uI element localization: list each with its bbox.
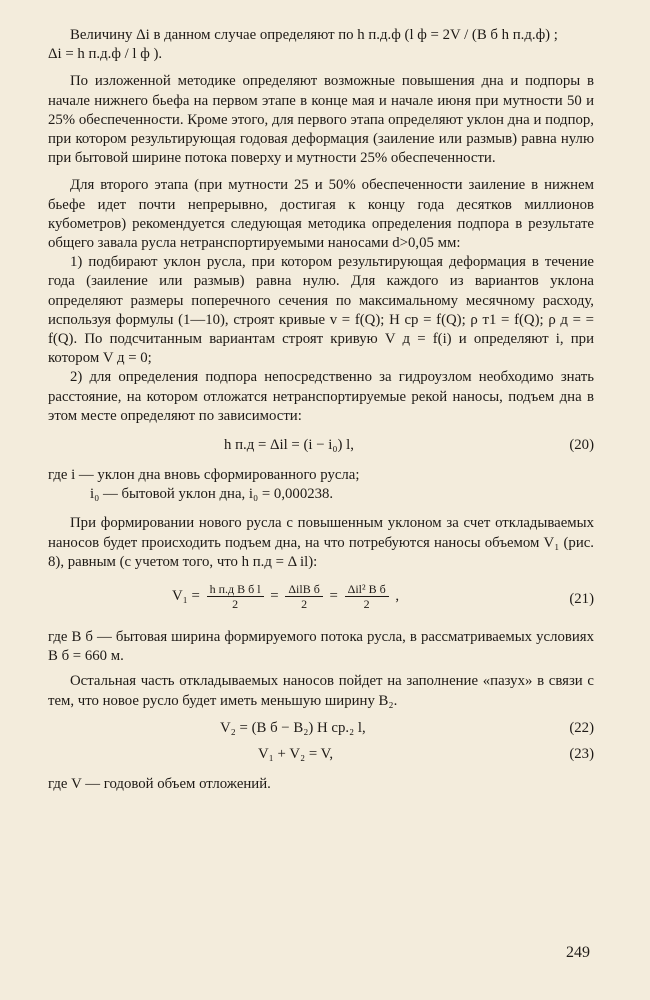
where-20-b: i₀ — бытовой уклон дна, i₀ = 0,000238. <box>90 486 334 503</box>
equation-21: V₁ = $\frac{\text{h п.д B б l}}{2}$ = $\frac{\text{ΔilB б}}{2}$ = $\frac{\text{Δil² B б}}{2}$ , (21) <box>172 582 594 612</box>
equation-22 <box>48 715 594 743</box>
equation-20-body: h п.д = Δil = (i − i₀) l, <box>224 437 354 454</box>
equation-20 <box>48 432 594 460</box>
equation-23 <box>48 743 594 771</box>
list-item-1: 1) подбирают уклон русла, при котором результирующая деформация в течение года (заиление или размыв) равна нулю. Для каждого из вариантов уклона определяют размеры поперечного сечения по максимальному месячному расходу, используя формулы (1—10), строят кривые v = f(Q); H ср = f(Q); ρ т1 = f(Q); ρ д = = f(Q). По подсчитанным вариантам строят кривую V д = f(i) и определяют i, при котором V д = 0; <box>48 254 594 367</box>
equation-21-fraction-3: $\frac{\text{Δil² B б}}{2}$ <box>345 582 389 611</box>
equation-22-number: (22) <box>569 719 594 736</box>
paragraph-4: Остальная часть откладываемых наносов пойдет на заполнение «пазух» в связи с тем, что новое русло будет иметь меньшую ширину B₂. <box>48 673 594 709</box>
equation-22-body: V₂ = (B б − B₂) H ср.₂ l, <box>220 719 366 736</box>
paragraph-3: При формировании нового русла с повышенным уклоном за счет откладываемых наносов будет происходить подъем дна, на что потребуются наносы объемом V₁ (рис. 8), равным (с учетом того, что h п.д = Δ il): <box>48 515 594 570</box>
paragraph-1: По изложенной методике определяют возможные повышения дна и подпоры в начале нижнего бьефа на первом этапе в конце мая и начале июня при мутности 50 и 25% обеспеченности. Кроме этого, для первого этапа определяют уклон дна и подпор, при котором результирующая годовая деформация (заиление или размыв) равна нулю при бытовой ширине потока поверху и мутности 25% обеспеченности. <box>48 73 594 167</box>
page-number: 249 <box>566 944 590 961</box>
equation-23-number: (23) <box>569 745 594 762</box>
list-item-2: 2) для определения подпора непосредственно за гидроузлом необходимо знать расстояние, на котором отложатся нетранспортируемые рекой наносы, подъем дна в этом месте определяют по зависимости: <box>48 369 594 424</box>
equation-21-number: (21) <box>569 591 594 608</box>
intro-line-1: Величину Δi в данном случае определяют по h п.д.ф (l ф = 2V / (B б h п.д.ф) ; <box>70 27 558 43</box>
where-20-a: где i — уклон дна вновь сформированного русла; <box>48 467 360 484</box>
intro-line-2: Δi = h п.д.ф / l ф ). <box>48 46 163 63</box>
equation-21-fraction-1: $\frac{\text{h п.д B б l}}{2}$ <box>207 582 264 611</box>
equation-21-fraction-2: $\frac{\text{ΔilB б}}{2}$ <box>285 582 323 611</box>
final-note: где V — годовой объем отложений. <box>48 775 271 792</box>
equation-21-lhs: V₁ = <box>172 587 200 604</box>
paragraph-2: Для второго этапа (при мутности 25 и 50% обеспеченности заиление в нижнем бьефе идет почти непрерывно, достигая к концу года десятков миллионов кубометров) рекомендуется следующая методика определения подпора в результате общего завала русла нетранспортируемыми наносами d>0,05 мм: <box>48 177 594 252</box>
equation-20-number: (20) <box>569 437 594 454</box>
equation-23-body: V₁ + V₂ = V, <box>258 745 334 762</box>
where-21: где B б — бытовая ширина формируемого потока русла, в рассматриваемых условиях B б = 660 м. <box>48 629 594 665</box>
page-content <box>48 26 594 794</box>
